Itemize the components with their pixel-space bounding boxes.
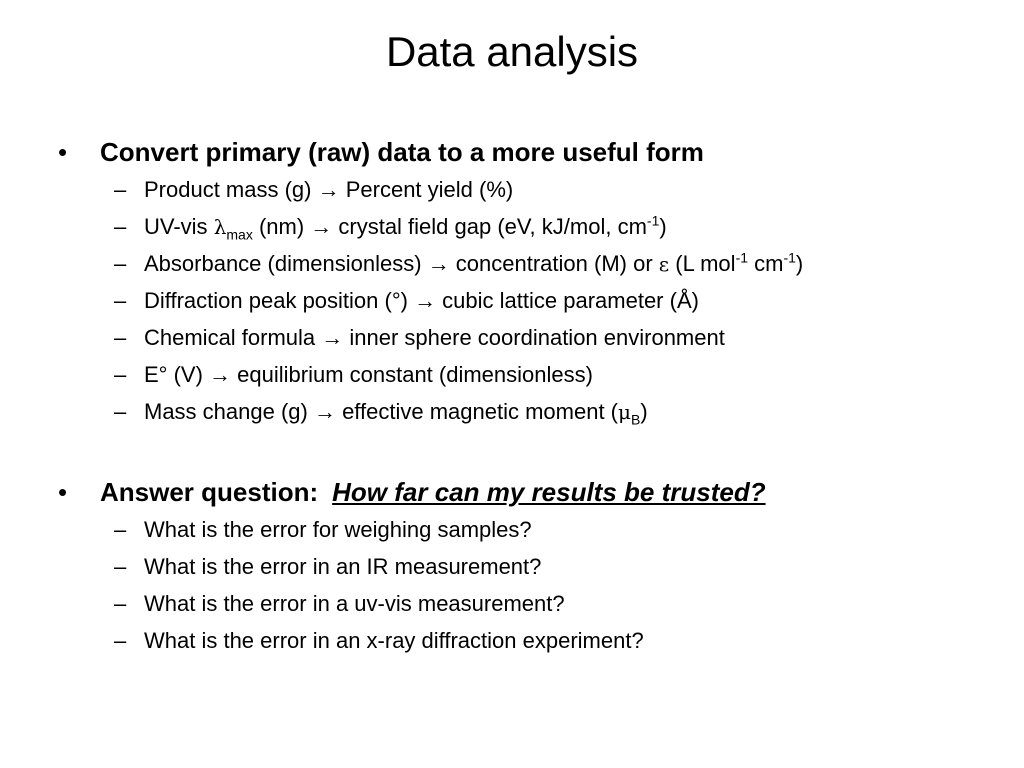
list-item [58, 282, 998, 319]
dash-icon: – [114, 214, 127, 239]
lambda-symbol: λ [213, 215, 227, 239]
list-item [58, 548, 998, 585]
dash-icon: – [114, 591, 127, 616]
list-item [58, 319, 998, 356]
text-part: Mass change (g) → effective magnetic moment ( [144, 399, 619, 424]
list-item [58, 171, 998, 208]
dash-icon: – [114, 177, 127, 202]
dash-icon: – [114, 554, 127, 579]
bullet-heading: Convert primary (raw) data to a more useful form [100, 137, 704, 167]
list-item [58, 245, 998, 282]
bullet-item [58, 474, 998, 510]
list-item-text: What is the error in a uv-vis measurement? [144, 591, 565, 616]
list-item [58, 208, 998, 245]
list-item [58, 356, 998, 393]
text-part: ) [640, 399, 648, 424]
dash-icon: – [114, 628, 127, 653]
text-part: UV-vis [144, 214, 214, 239]
text-part: (nm) → crystal field gap (eV, kJ/mol, cm [252, 214, 647, 239]
superscript: -1 [783, 249, 796, 266]
dash-icon: – [114, 362, 127, 387]
bullet-icon: • [58, 477, 68, 507]
list-item-text: Chemical formula → inner sphere coordination environment [144, 325, 725, 350]
bullet-item [58, 134, 998, 170]
question-link[interactable]: How far can my results be trusted? [332, 477, 766, 507]
dash-icon: – [114, 517, 127, 542]
section-convert-data [58, 134, 998, 430]
text-part: cm [748, 251, 784, 276]
text-part: ) [659, 214, 667, 239]
text-part: Absorbance (dimensionless) → concentration (M) or [144, 251, 659, 276]
list-item [58, 585, 998, 622]
list-item-text: What is the error in an x-ray diffraction experiment? [144, 628, 644, 653]
mu-symbol: μ [618, 400, 632, 424]
slide-title: Data analysis [385, 28, 639, 75]
dash-icon: – [114, 251, 127, 276]
dash-icon: – [114, 288, 127, 313]
text-part: ) [795, 251, 804, 276]
list-item-text: Diffraction peak position (°) → cubic lattice parameter (Å) [144, 288, 699, 313]
dash-icon: – [114, 399, 127, 424]
list-item-text: Product mass (g) → Percent yield (%) [144, 177, 514, 202]
list-item [58, 393, 998, 430]
list-item-text [144, 245, 803, 283]
subscript: max [226, 226, 253, 243]
subscript: B [631, 411, 641, 428]
list-item-text [144, 393, 648, 431]
section-answer-question [58, 474, 998, 659]
superscript: -1 [735, 249, 749, 266]
list-item-text [144, 208, 667, 246]
sub-list [58, 171, 998, 430]
list-item-text: What is the error for weighing samples? [144, 517, 532, 542]
sub-list [58, 511, 998, 659]
list-item-text: What is the error in an IR measurement? [144, 554, 542, 579]
list-item [58, 511, 998, 548]
list-item [58, 622, 998, 659]
bullet-heading: Answer question: [100, 477, 319, 507]
superscript: -1 [646, 212, 660, 229]
bullet-icon: • [58, 137, 68, 167]
dash-icon: – [114, 325, 127, 350]
text-part: (L mol [669, 251, 736, 276]
list-item-text: E° (V) → equilibrium constant (dimensionless) [144, 362, 593, 387]
epsilon-symbol: ε [658, 252, 670, 276]
